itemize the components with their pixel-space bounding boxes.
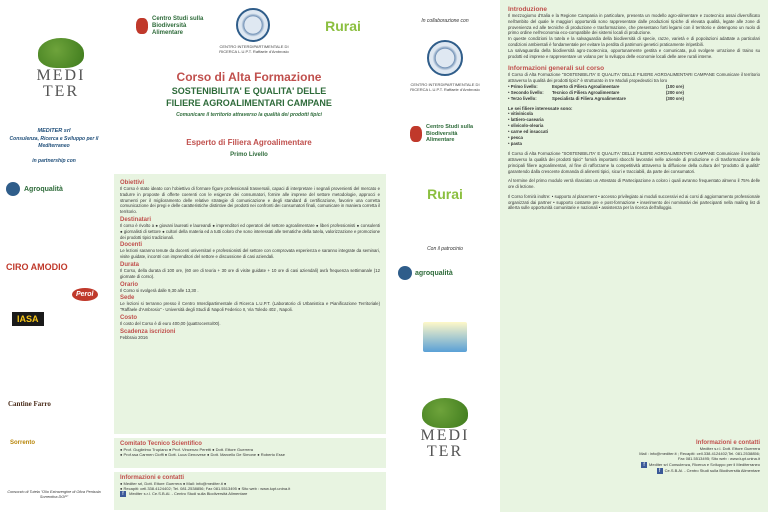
partner-label: Agroqualità xyxy=(24,185,63,193)
contacts-line-3-wrap xyxy=(120,491,380,497)
sector-item: • pasta xyxy=(508,141,522,147)
middle-panel xyxy=(390,0,500,512)
level-label: Primo Livello xyxy=(230,152,268,158)
contacts-box xyxy=(114,472,386,510)
consortium-footer: Consorzio di Tutela "Olio Extravergine di Oliva Penisola Sorrentina DOP" xyxy=(7,490,101,499)
level-hours: (300 ore) xyxy=(666,96,684,101)
level-row xyxy=(508,96,760,102)
partner-sorrento xyxy=(10,440,35,446)
section-duration-title: Durata xyxy=(120,261,140,268)
mediter-logo xyxy=(410,398,480,470)
agroqualita-logo xyxy=(398,266,494,280)
university-seal-icon xyxy=(236,8,270,42)
company-tagline: Consulenza, Ricerca e Sviluppo per il Mediterraneo xyxy=(9,136,99,149)
section-cost-body: Il costo del Corso è di euro 400,00 (quattrocento/00). xyxy=(120,320,221,326)
committee-line-2: ● Prof.ssa Carmen Cioffi ● Dott. Luca Genovese ● Dott. Marcello De Simone ● Roberto Esse xyxy=(120,452,285,458)
contact-fb-2: Ce.S.B.Al. - Centro Studi sulla Biodiversità Alimentare xyxy=(664,467,760,473)
seal-icon xyxy=(6,182,20,196)
partner-label: Cantine Farro xyxy=(8,400,51,408)
contact-mail: Mail : info@mediter.it ; Recapiti: cell.338.4124402;Tel. 081.2538856; xyxy=(639,451,760,457)
interdept-label: CENTRO INTERDIPARTIMENTALE DI RICERCA L.U.P.T. Raffaele d'Ambrosio xyxy=(410,82,480,92)
sector-item: • lattiero-casearia xyxy=(508,117,544,123)
bee-icon xyxy=(136,18,148,34)
sector-item: • carne ed insaccati xyxy=(508,129,548,135)
mediter-logo xyxy=(26,34,96,104)
collab-label: In collaborazione con xyxy=(421,18,469,24)
interdept-label: CENTRO INTERDIPARTIMENTALE DI RICERCA L.U.P.T. Raffaele d'Ambrosio xyxy=(219,44,289,54)
course-title: Corso di Alta Formazione xyxy=(176,70,322,84)
partner-cantine-farro xyxy=(8,400,51,408)
certificate-paragraph: Al termine del primo modulo verrà rilasciato un Attestato di Partecipazione a coloro i quali avranno frequentato almeno il 75% delle ore di lezione. xyxy=(508,178,760,190)
mediter-logo-text: MEDI TER xyxy=(36,67,86,100)
level-label: • Terzo livello: xyxy=(508,96,537,101)
section-deadline-body: Febbraio 2016 xyxy=(120,334,148,340)
contacts-line-3: Mediter s.r.l. Ce.S.B.Al. - Centro Studi sulla Biodiversità Alimentare xyxy=(129,491,248,497)
contacts-line-2: ● Recapiti: cell.338.4124402; Tel. 081.2538856; Fax 081.5513495 ● Sito web : www.lupt.unina.it xyxy=(120,486,291,492)
right-panel xyxy=(500,0,768,512)
facebook-icon[interactable]: f xyxy=(657,468,663,474)
levels-list xyxy=(508,84,760,102)
partner-perol xyxy=(72,288,98,301)
contacts-title: Informazioni e contatti xyxy=(120,475,185,481)
general-title: Informazioni generali sul corso xyxy=(508,65,605,73)
section-objectives-title: Obiettivi xyxy=(120,180,145,186)
section-recipients-body: Il corso è rivolto a ● giovani laureati e laureandi ● imprenditori ed operatori del settore agroalimentare ● liberi professionisti ● consulenti ● giornalisti di settore ● cultori della materia ed a tutti coloro che sono interessati alle tematiche della tutela, valorizzazione e promozione dei prodotti tipici tradizionali. xyxy=(120,222,380,240)
intro-paragraph-1: Il mezzogiorno d'Italia e la Regione Campania in particolare, presenta un modello agro-alimentare e zootecnico assai diversificato nell'ambito del quale le maggiori opportunità sono rappresentate dalle produzioni tipiche di elevata qualità, legate alle zone di provenienza ed alle tecniche di produzione e trasformazione, che presentano forti legami con il territorio e detengono un ruolo di primo ordine nell'economia eco-compatibile dei sistemi locali di produzione. xyxy=(508,13,760,36)
services-paragraph: Il Corso fornirà inoltre: • supporto al placement • accesso privilegiato ai moduli successivi ed ai corsi di aggiornamento professionale organizzati dai partner • supporto costante pre e post-formazione • inserimento dei nominativi dei partecipanti nella mailing list di allerta sulle opportunità comunitarie e nazionali • assistenza per la ricerca dell'alloggio. xyxy=(508,193,760,211)
outcomes-paragraph: Il Corso di Alta Formazione "SOSTENIBILITA' E QUALITA' DELLE FILIERE AGROALIMENTARI CAMPANE Comunicare il territorio attraverso la qualità dei prodotti tipici" fornirà importanti sbocchi lavorativi nelle aziende di produzione e di trasformazione delle principali filiere agroalimentari, al fine di rafforzarne la competitività attraverso la diffusione della cultura del "prodotto di qualità" garantendo dalla crescente domanda di alimenti tipici, sicuri e tracciabili, da parte dei consumatori. xyxy=(508,151,760,174)
section-venue-title: Sede xyxy=(120,295,135,302)
company-name: MEDITER srl xyxy=(37,128,71,134)
partner-label: Sorrento xyxy=(10,440,36,446)
level-hours: (100 ore) xyxy=(666,83,684,89)
biodiversity-logo xyxy=(410,122,490,150)
section-teachers-body: Le lezioni saranno tenute da docenti universitari e professionisti del settore con comprovata esperienza e saranno integrate da seminari, visite guidate, incontri con imprenditori del settore e discussione di casi aziendali. xyxy=(120,248,380,260)
general-body: Il Corso di Alta Formazione "SOSTENIBILITA' E QUALITA' DELLE FILIERE AGROALIMENTARI CAMPANE Comunicare il territorio attraverso la qualità dei prodotti tipici" è strutturato in tre Moduli propedeutici tra loro xyxy=(508,72,760,84)
level-name: Tecnico di Filiera Agroalimentare xyxy=(552,89,620,95)
sector-item: • vitivinicola xyxy=(508,111,533,117)
partner-label: Perol xyxy=(72,288,98,301)
sector-item: • olivicolo-olearia xyxy=(508,123,544,129)
partner-agroqualita xyxy=(6,182,63,196)
sectors-title: Le sei filiere interessate sono: xyxy=(508,106,573,112)
section-schedule-body: Il Corso si svolgerà dalle 9,30 alle 13,30 . xyxy=(120,287,199,293)
section-venue-body: Le lezioni si terranno presso il Centro Interdipartimentale di Ricerca L.U.P.T. (Laboratorio di Urbanistica e Pianificazione Territoriale) "Raffaele d'Ambrosio" - Università degli Studi di Napoli Federico II, Via Toledo 402 , Napoli. xyxy=(120,301,380,313)
section-recipients-title: Destinatari xyxy=(120,216,152,223)
left-panel xyxy=(0,0,108,512)
agroqualita-text: agroqualità xyxy=(415,269,453,277)
section-duration-body: Il Corso, della durata di 100 ore, (60 ore di teoria + 30 ore di visite guidate + 10 ore di casi aziendali) avrà frequenza settimanale (12 giornate di corso). xyxy=(120,267,380,279)
section-teachers-title: Docenti xyxy=(120,242,143,249)
seal-icon xyxy=(398,266,412,280)
contact-fb-1: Mediter srl Consulenza, Ricerca e Sviluppo per il Mediterraneo xyxy=(649,461,760,467)
partner-label: CIRO AMODIO xyxy=(6,262,68,272)
sun-logo xyxy=(423,322,467,352)
sectors-list xyxy=(508,111,760,147)
level-label: • Secondo livello: xyxy=(508,89,544,95)
intro-paragraph-2: In queste condizioni la tutela e la salvaguardia della biodiversità di specie, razze, varietà e di popolazioni adattate a particolari condizioni ambientali è fondamentale per evitare la perdita di patrimoni genetici praticamente irripetibili. xyxy=(508,36,760,47)
section-schedule-title: Orario xyxy=(120,281,139,288)
rurai-logo: Rurai xyxy=(325,18,361,34)
contacts-title: Informazioni e contatti xyxy=(695,440,760,446)
tree-icon xyxy=(422,398,468,428)
partner-intro: in partnership con xyxy=(32,158,76,164)
level-hours: (200 ore) xyxy=(666,89,684,95)
facebook-icon[interactable]: f xyxy=(641,462,647,468)
committee-line-1: ● Prof. Guglielmo Trupiano ● Prof. Vincenzo Peretti ● Dott. Ettore Guerrera xyxy=(120,447,254,452)
tree-icon xyxy=(38,38,84,68)
biodiversity-logo xyxy=(136,14,216,44)
university-seal-icon xyxy=(427,40,463,76)
course-subtitle-3: Comunicare il territorio attraverso la qualità dei prodotti tipici xyxy=(176,112,322,118)
course-details-box xyxy=(114,174,386,434)
center-panel xyxy=(108,0,390,512)
contacts-line-1: ● Mediter srl, Dott. Ettore Guerrera ● Mail: info@mediter.it ● xyxy=(120,481,227,486)
sector-item: • pesca xyxy=(508,135,523,141)
biodiversity-text: Centro Studi sulla Biodiversità Alimentare xyxy=(426,124,474,144)
section-deadline-title: Scadenza iscrizioni xyxy=(120,328,176,335)
course-subtitle-1: SOSTENIBILITA' E QUALITA' DELLE xyxy=(171,86,327,96)
partner-ciro-amodio xyxy=(6,262,68,272)
biodiversity-text: Centro Studi sulla Biodiversità Alimentare xyxy=(152,16,204,37)
mediter-logo-text: MEDI TER xyxy=(420,427,470,460)
level-title: Esperto di Filiera Agroalimentare xyxy=(186,138,312,147)
section-objectives-body: Il Corso è stato ideato con l'obiettivo di formare figure professionali trasversali, capaci di interpretare i segnali provenienti del mercato e tradurre in proposte di offerte coerenti con le esigenze dei consumatori, fornire alle imprese del settore metodologie, approcci e strumenti per il miglioramento delle relative strategie di comunicazione e degli standard di certificazione, favorire una corretta comunicazione dei pregi e delle caratteristiche distintive dei prodotti nei confronti dei consumatori finali, comunicare in maniera corretta il territorio. xyxy=(120,186,380,215)
level-label: • Primo livello: xyxy=(508,83,538,89)
contact-name: Mediter s.r.l. Dott. Ettore Guerrera xyxy=(699,446,760,451)
committee-title: Comitato Tecnico Scientifico xyxy=(120,441,202,447)
level-name: Specialista di Filiera Agroalimentare xyxy=(552,96,626,101)
level-name: Esperto di Filiera Agroalimentare xyxy=(552,83,620,89)
intro-paragraph-3: La salvaguardia della biodiversità agro-zootecnica, opportunamente gestita e comunicata, può svolgere un'azione di traino su prodotti ed imprese e rappresentare un volano per lo sviluppo delle economie locali delle aree rurali interne. xyxy=(508,47,760,59)
rurai-logo: Rurai xyxy=(427,186,463,202)
partner-label: IASA xyxy=(12,312,44,326)
contacts-block xyxy=(508,440,760,474)
contact-fax: Fax 081.5513495; Sito web : www.lupt.unina.it xyxy=(677,456,760,462)
section-cost-title: Costo xyxy=(120,314,137,321)
bee-icon xyxy=(410,126,422,142)
partner-iasa xyxy=(12,312,44,326)
patronage-label: Con il patrocinio xyxy=(427,246,463,252)
committee-box xyxy=(114,438,386,468)
facebook-icon[interactable]: f xyxy=(120,491,126,497)
contact-fb-2-wrap xyxy=(508,468,760,474)
intro-title: Introduzione xyxy=(508,6,547,13)
course-subtitle-2: FILIERE AGROALIMENTARI CAMPANE xyxy=(166,98,332,108)
